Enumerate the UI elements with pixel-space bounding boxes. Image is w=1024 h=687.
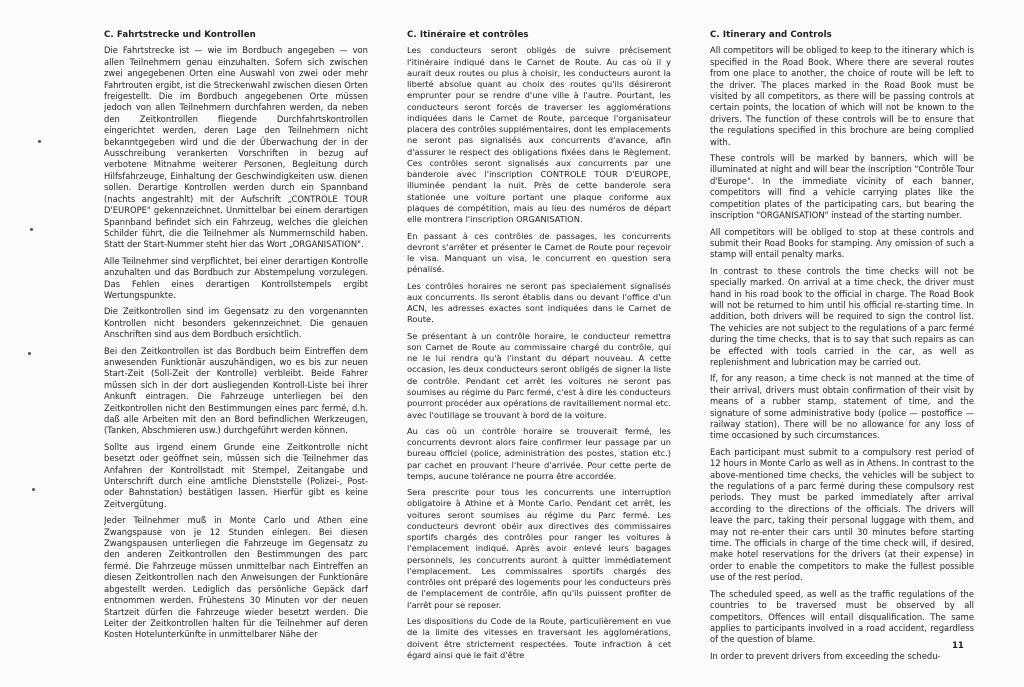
german-paragraph: Die Zeitkontrollen sind im Gegensatz zu den vorgenannten Kontrollen nicht besonders gekennzeichnet. Die genauen Anschriften sind aus dem Bordbuch ersichtlich. bbox=[104, 306, 368, 340]
english-paragraph: If, for any reason, a time check is not manned at the time of their arrival, drivers must obtain confirmation of their visit by means of a rubber stamp, statement of time, and the signature of some administrative body (police — postoffice — railway station). There will be no allowance for any loss of time occasioned by such circumstances. bbox=[710, 373, 974, 441]
french-section-heading: C. Itinéraire et contrôles bbox=[407, 30, 529, 40]
english-paragraph: These controls will be marked by banners, which will be illuminated at night and will bear the inscription "Contrôle Tour d'Europe". In the immediate vicinity of each banner, competitors will find a vehicle carrying plates like the competition plates of the participating cars, but bearing the inscription "ORGANISATION" instead of the starting number. bbox=[710, 153, 974, 221]
margin-mark bbox=[38, 140, 41, 143]
french-paragraph: Les contrôles horaires ne seront pas specialement signalisés aux concurrents. Ils seront établis dans ou devant l'office d'un ACN, les adresses exactes sont indiquées dans le Carnet de Route. bbox=[407, 280, 671, 325]
margin-mark bbox=[30, 228, 33, 231]
english-paragraph: The scheduled speed, as well as the traffic regulations of the countries to be traversed must be observed by all competitors. Offences will entail disqualification. The same applies to participants involved in a road accident, regardless of the question of blame. bbox=[710, 588, 974, 645]
german-paragraph: Alle Teilnehmer sind verpflichtet, bei einer derartigen Kontrolle anzuhalten und das Bordbuch zur Abstempelung vorzulegen. Das Fehlen eines derartigen Kontrollstempels ergibt Wertungspunkte. bbox=[104, 255, 368, 300]
margin-mark bbox=[28, 352, 31, 355]
french-paragraph: Les dispositions du Code de la Route, particulièrement en vue de la limite des vitesses en traversant les agglomérations, doivent être strictement respectées. Toute infraction à cet égard ainsi que le fait d'être bbox=[407, 616, 671, 660]
french-paragraph: Les conducteurs seront obligés de suivre précisement l'itinéraire indiqué dans le Carnet de Route. Au cas où il y aurait deux routes ou plus à choisir, les conducteurs auront la liberté absolue quant au choix des routes qu'ils désireront emprunter pour se rendre d'une ville à l'autre. Pourtant, les conducteurs seront forcés de traverser les agglomérations indiquées dans le Carnet de Route, parceque l'organisateur placera des contrôles supplémentaires, dont les emplacements ne seront pas signalisés aux concurrents d'avance, afin d'assurer le respect des obligations fixées dans le Règlement. Ces contrôles seront signalisés aux concurrents par une banderole avec l'inscription CONTROLE TOUR D'EUROPE, illuminée pendant la nuit. Près de cette banderole sera stationée une voiture portant une plaque conforme aux plaques de compétition, mais au lieu des numéros de départ elle montrera l'inscription ORGANISATION. bbox=[407, 45, 671, 225]
german-paragraph: Bei den Zeitkontrollen ist das Bordbuch beim Eintreffen dem anwesenden Funktionär auszuhändigen, wo es bis zur neuen Start-Zeit (Soll-Zeit der Kontrolle) verbleibt. Beide Fahrer müssen sich in der dort ausliegenden Kontroll-Liste bei ihrer Ankunft eintragen. Die Fahrzeuge unterliegen bei den Zeitkontrollen nicht den Bestimmungen eines parc fermé, d.h. daß alle Arbeiten mit den an Bord befindlichen Werkzeugen, (Tanken, Abschmieren usw.) durchgeführt werden können. bbox=[104, 345, 368, 436]
german-paragraph: Sollte aus irgend einem Grunde eine Zeitkontrolle nicht besetzt oder geöffnet sein, müssen sich die Teilnehmer das Anfahren der Kontrollstadt mit Stempel, Zeitangabe und Unterschrift durch eine amtliche Dienststelle (Polizei-, Post- oder Bahnstation) bestätigen lassen. Hierfür gibt es keine Zeitvergütung. bbox=[104, 441, 368, 509]
french-paragraph: Sera prescrite pour tous les concurrents une interruption obligatoire à Athine et à Monte Carlo. Pendant cet arrêt, les voitures seront soumises au régime du Parc fermé. Les conducteurs devront obéir aux directives des commissaires sportifs chargés des contrôles pour ranger les voitures à l'emplacement indiqué. Après avoir enlevé leurs bagages personnels, les concurrents auront à quitter immédiatement l'emplacement. Les commissaires sportifs chargés des contrôles ont préparé des logements pour les conducteurs près de l'emplacement de contrôle, afin qu'ils puissent profiter de l'arrêt pour se reposer. bbox=[407, 487, 671, 610]
french-column bbox=[407, 30, 671, 670]
french-paragraph: Se présentant à un contrôle horaire, le conducteur remettra son Carnet de Route au commissaire chargé du contrôle, qui ne le lui rendra qu'à l'instant du départ nouveau. A cette occasion, les deux conducteurs seront obligés de signer la liste de contrôle. Pendant cet arrêt les voitures ne seront pas soumises au régime du Parc fermé, c'est à dire les conducteurs pourront procéder aux opérations de ravitaillement normal etc. avec l'outillage se trouvant à bord de la voiture. bbox=[407, 330, 671, 420]
english-section-heading: C. Itinerary and Controls bbox=[710, 30, 832, 40]
german-section-heading: C. Fahrtstrecke und Kontrollen bbox=[104, 30, 256, 40]
english-paragraph: All competitors will be obliged to stop at these controls and submit their Road Books for stamping. Any omission of such a stamp will entail penalty marks. bbox=[710, 226, 974, 260]
english-paragraph: In contrast to these controls the time checks will not be specially marked. On arrival at a time check, the driver must hand in his road book to the official in charge. The Road Book will not be returned to him until his official re-starting time. In addition, both drivers will be required to sign the control list. The vehicles are not subject to the regulations of a parc fermé during the time checks, that is to say that such repairs as can be effected with tools carried in the car, as well as replenishment and lubrication may be carried out. bbox=[710, 265, 974, 367]
margin-mark bbox=[32, 488, 35, 491]
english-paragraph: All competitors will be obliged to keep to the itinerary which is specified in the Road Book. Where there are several routes from one place to another, the choice of route will be left to the driver. The places marked in the Road Book must be visited by all competitors, as there will be passing controls at certain points, the location of which will not be known to the drivers. The function of these controls will be to ensure that the regulations specified in this brochure are being complied with. bbox=[710, 45, 974, 147]
english-column bbox=[710, 30, 974, 670]
german-paragraph: Die Fahrtstrecke ist — wie im Bordbuch angegeben — von allen Teilnehmern genau einzuhalten. Sofern sich zwischen zwei angegebenen Orten eine Auswahl von zwei oder mehr Fahrtrouten ergibt, ist die Streckenwahl zwischen diesen Orten freigestellt. Die im Bordbuch angegebenen Orte müssen jedoch von allen Teilnehmern durchfahren werden, da neben den Zeitkontrollen fliegende Durchfahrtskontrollen eingerichtet werden, deren Lage den Teilnehmern nicht bekanntgegeben wird und die der Überwachung der in der Ausschreibung verankerten Vorschriften in bezug auf verbotene Mitnahme weiterer Personen, Begleitung durch Hilfsfahrzeuge, Einhaltung der Geschwindigkeiten usw. dienen sollen. Derartige Kontrollen werden durch ein Spannband (nachts angestrahlt) mit der Aufschrift „CONTROLE TOUR D'EUROPE" gekennzeichnet. Unmittelbar bei einem derartigen Spannband befindet sich ein Fahrzeug, welches die gleichen Schilder führt, die die Teilnehmer als Nummernschild haben. Statt der Start-Nummer steht hier das Wort „ORGANISATION". bbox=[104, 45, 368, 250]
german-column bbox=[104, 30, 368, 670]
french-paragraph: Au cas où un contrôle horaire se trouverait fermé, les concurrents devront alors faire confirmer leur passage par un bureau officiel (police, administration des postes, station etc.) par cachet en prouvant l'heure d'arrivée. Pour cette perte de temps, aucune tolérance ne pourra être accordée. bbox=[407, 425, 671, 481]
french-paragraph: En passant à ces contrôles de passages, les concurrents devront s'arrêter et présenter le Carnet de Route pour reçevoir le visa. Manquant un visa, le concurrent en question sera pénalisé. bbox=[407, 230, 671, 275]
english-paragraph: Each participant must submit to a compulsory rest period of 12 hours in Monte Carlo as well as in Athens. In contrast to the above-mentioned time checks, the vehicles will be subject to the regulations of a parc fermé during these compulsory rest periods. They must be parked immediately after arrival according to the directions of the officials. The drivers will leave the parc, taking their personal luggage with them, and may not re-enter their cars until 30 minutes before starting time. The officials in charge of the time check will, if desired, make hotel reservations for the drivers (at their expense) in order to enable the competitors to make the fullest possible use of the rest period. bbox=[710, 446, 974, 583]
page-number: 11 bbox=[952, 641, 964, 651]
german-paragraph: Jeder Teilnehmer muß in Monte Carlo und Athen eine Zwangspause von je 12 Stunden einlegen. Bei diesen Zwangspausen unterliegen die Fahrzeuge im Gegensatz zu den anderen Zeitkontrollen den Bestimmungen des parc fermé. Die Fahrzeuge müssen unmittelbar nach Eintreffen an diesen Zeitkontrollen nach den Anweisungen der Funktionäre abgestellt werden. Lediglich das persönliche Gepäck darf entnommen werden. Frühestens 30 Minuten vor der neuen Startzeit dürfen die Fahrzeuge wieder besetzt werden. Die Leiter der Zeitkontrollen halten für die Teilnehmer auf deren Kosten Hotelunterkünfte in unmittelbarer Nähe der bbox=[104, 515, 368, 640]
english-paragraph: In order to prevent drivers from exceeding the schedu- bbox=[710, 650, 941, 661]
